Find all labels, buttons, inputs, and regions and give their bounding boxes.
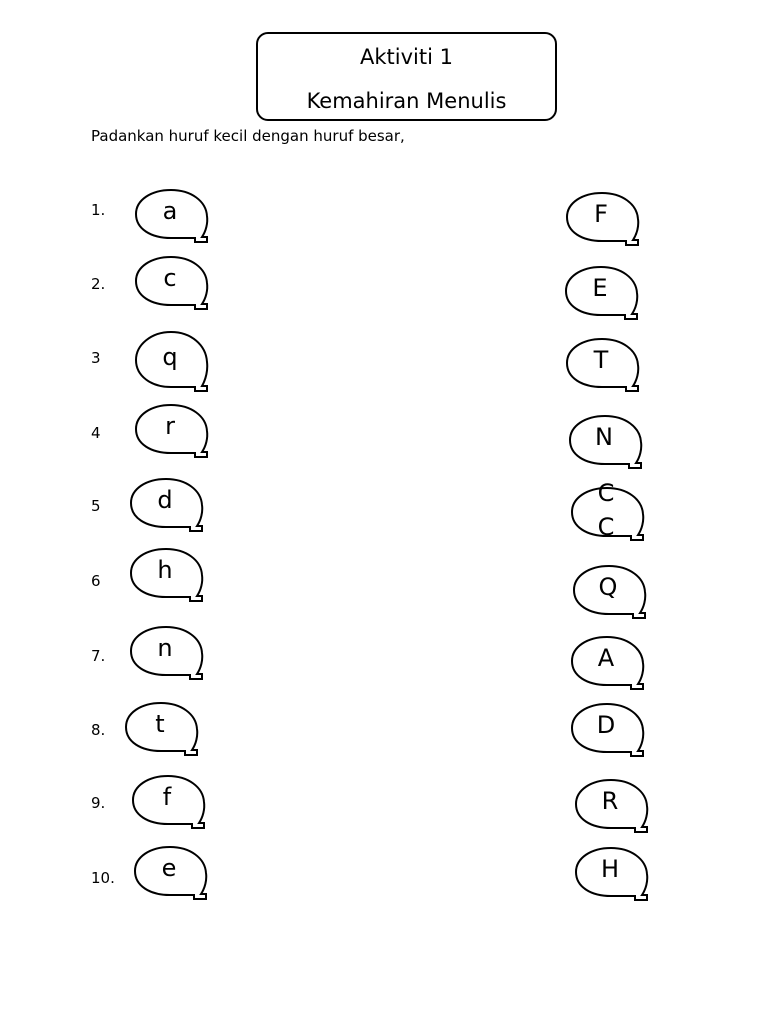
item-number-2: 2. bbox=[91, 275, 106, 293]
lowercase-bubble-t[interactable] bbox=[125, 701, 201, 757]
uppercase-bubble-N[interactable] bbox=[569, 414, 645, 470]
uppercase-bubble-F[interactable] bbox=[566, 191, 642, 247]
uppercase-bubble-A[interactable] bbox=[571, 635, 647, 691]
item-number-9: 9. bbox=[91, 794, 106, 812]
uppercase-letter: T bbox=[593, 346, 609, 374]
uppercase-letter: C bbox=[597, 479, 615, 507]
lowercase-bubble-f[interactable] bbox=[132, 774, 208, 830]
lowercase-letter: a bbox=[162, 197, 178, 225]
item-number-5: 5 bbox=[91, 497, 101, 515]
item-number-10: 10. bbox=[91, 869, 115, 887]
lowercase-bubble-a[interactable] bbox=[135, 188, 211, 244]
uppercase-bubble-E[interactable] bbox=[565, 265, 641, 321]
lowercase-bubble-h[interactable] bbox=[130, 547, 206, 603]
lowercase-bubble-n[interactable] bbox=[130, 625, 206, 681]
uppercase-letter: R bbox=[601, 787, 619, 815]
lowercase-bubble-d[interactable] bbox=[130, 477, 206, 533]
lowercase-letter: r bbox=[165, 412, 175, 440]
item-number-1: 1. bbox=[91, 201, 106, 219]
lowercase-bubble-r[interactable] bbox=[135, 403, 211, 459]
lowercase-letter: t bbox=[155, 710, 165, 738]
uppercase-bubble-Q[interactable] bbox=[573, 564, 649, 620]
instruction-text: Padankan huruf kecil dengan huruf besar, bbox=[91, 127, 405, 145]
uppercase-letter: A bbox=[597, 644, 615, 672]
lowercase-letter: q bbox=[162, 343, 178, 371]
activity-title: Aktiviti 1 bbox=[360, 45, 453, 69]
lowercase-letter: f bbox=[162, 783, 172, 811]
item-number-8: 8. bbox=[91, 721, 106, 739]
item-number-3: 3 bbox=[91, 349, 101, 367]
lowercase-letter: d bbox=[157, 486, 173, 514]
lowercase-bubble-e[interactable] bbox=[134, 845, 210, 901]
lowercase-letter: n bbox=[157, 634, 173, 662]
uppercase-letter: H bbox=[600, 855, 620, 883]
lowercase-bubble-q[interactable] bbox=[135, 330, 211, 386]
activity-subtitle: Kemahiran Menulis bbox=[306, 89, 507, 113]
uppercase-letter: F bbox=[594, 200, 608, 228]
uppercase-bubble-H[interactable] bbox=[575, 846, 651, 902]
uppercase-letter: D bbox=[596, 711, 616, 739]
item-number-7: 7. bbox=[91, 647, 106, 665]
uppercase-letter-duplicate: C bbox=[597, 513, 615, 541]
uppercase-letter: Q bbox=[598, 573, 618, 601]
activity-title-box bbox=[256, 32, 557, 121]
item-number-4: 4 bbox=[91, 424, 101, 442]
lowercase-letter: h bbox=[157, 556, 173, 584]
uppercase-bubble-D[interactable] bbox=[571, 702, 647, 758]
item-number-6: 6 bbox=[91, 572, 101, 590]
lowercase-letter: e bbox=[161, 854, 177, 882]
uppercase-bubble-C[interactable] bbox=[571, 479, 647, 542]
uppercase-letter: N bbox=[595, 423, 613, 451]
lowercase-bubble-c[interactable] bbox=[135, 255, 211, 311]
lowercase-letter: c bbox=[163, 264, 177, 292]
uppercase-letter: E bbox=[592, 274, 608, 302]
uppercase-bubble-R[interactable] bbox=[575, 778, 651, 834]
uppercase-bubble-T[interactable] bbox=[566, 337, 642, 393]
